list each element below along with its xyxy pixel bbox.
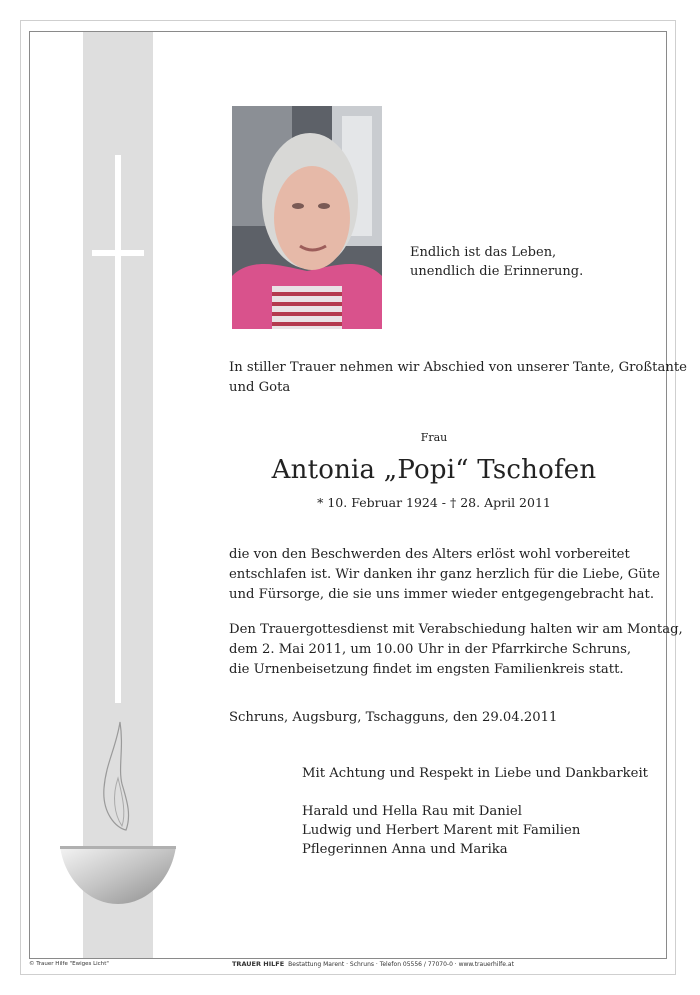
signatory: Ludwig und Herbert Marent mit Familien: [302, 823, 581, 838]
footer-info: [232, 960, 514, 968]
paragraph-line: entschlafen ist. Wir danken ihr ganz herzlich für die Liebe, Güte: [229, 567, 660, 582]
paragraph-service: [229, 620, 683, 680]
motto-line: Endlich ist das Leben,: [410, 245, 557, 260]
intro-line: und Gota: [229, 380, 291, 395]
cross-bar: [92, 250, 144, 256]
candle-flame-icon: [96, 718, 136, 838]
salutation: Frau: [420, 431, 448, 444]
paragraph-farewell: [229, 545, 660, 605]
cross-icon: [115, 155, 121, 703]
paragraph-line: die von den Beschwerden des Alters erlöst wohl vorbereitet: [229, 547, 630, 562]
place-date: Schruns, Augsburg, Tschagguns, den 29.04.2011: [229, 710, 558, 725]
intro-text: [229, 358, 687, 398]
bowl-icon: [60, 826, 176, 906]
paragraph-line: die Urnenbeisetzung findet im engsten Familienkreis statt.: [229, 662, 624, 677]
paragraph-line: Den Trauergottesdienst mit Verabschiedung halten wir am Montag,: [229, 622, 683, 637]
motto-line: unendlich die Erinnerung.: [410, 264, 584, 279]
signatory: Pflegerinnen Anna und Marika: [302, 842, 508, 857]
footer-details: Bestattung Marent · Schruns · Telefon 05556 / 77070-0 · www.trauerhilfe.at: [288, 961, 514, 968]
paragraph-line: und Fürsorge, die sie uns immer wieder entgegengebracht hat.: [229, 587, 655, 602]
deceased-name: Antonia „Popi“ Tschofen: [271, 455, 597, 485]
footer-copyright: © Trauer Hilfe "Ewiges Licht": [29, 961, 109, 967]
life-dates: * 10. Februar 1924 - † 28. April 2011: [317, 495, 551, 510]
paragraph-line: dem 2. Mai 2011, um 10.00 Uhr in der Pfarrkirche Schruns,: [229, 642, 632, 657]
closing-line: Mit Achtung und Respekt in Liebe und Dankbarkeit: [302, 766, 648, 781]
footer-brand: TRAUER HILFE: [232, 960, 285, 968]
portrait-photo: [232, 106, 382, 329]
intro-line: In stiller Trauer nehmen wir Abschied von unserer Tante, Großtante: [229, 360, 687, 375]
motto: [410, 243, 583, 281]
signatory: Harald und Hella Rau mit Daniel: [302, 804, 522, 819]
